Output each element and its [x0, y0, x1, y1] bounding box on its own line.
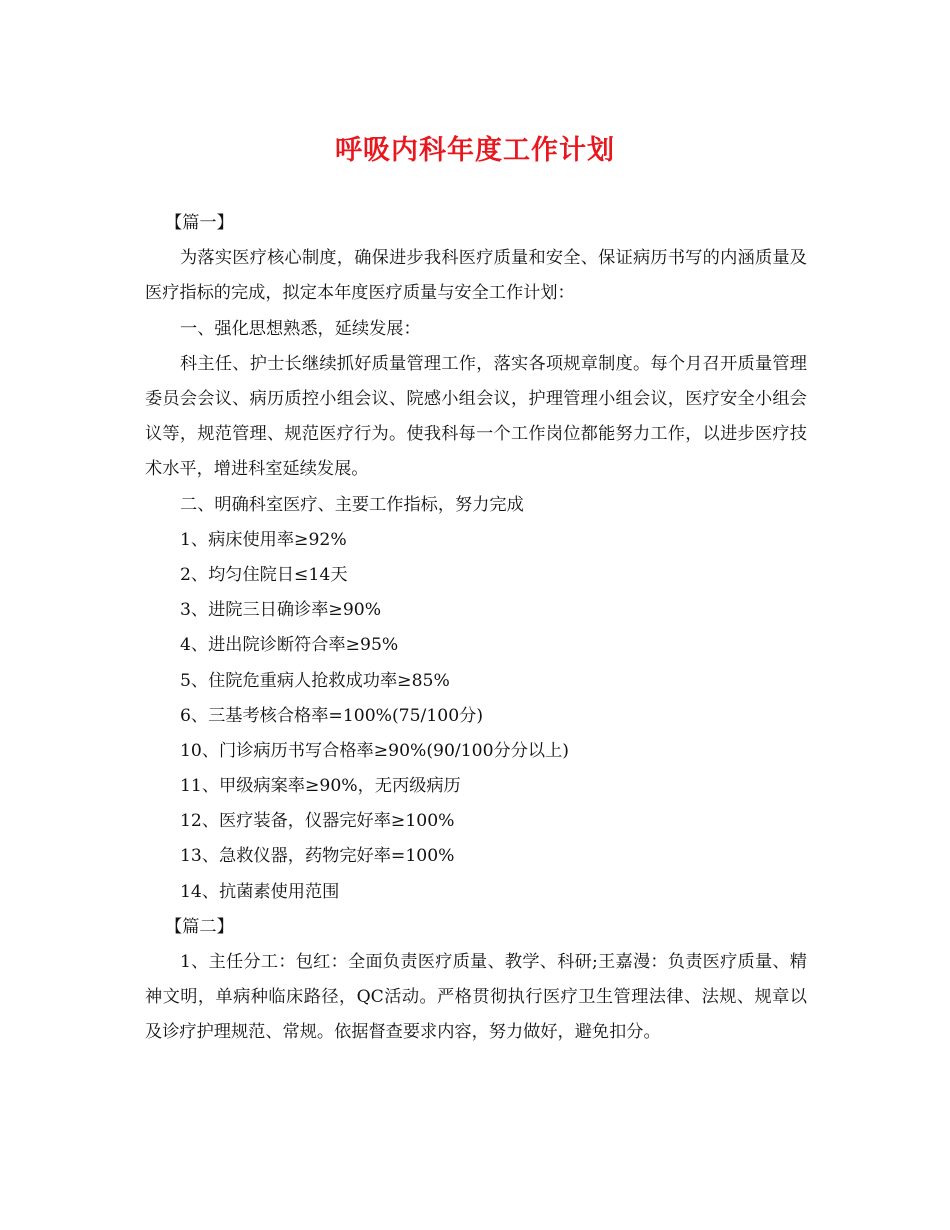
indicator-item: 12、医疗装备，仪器完好率≥100%	[180, 811, 455, 832]
indicator-item: 5、住院危重病人抢救成功率≥85%	[180, 670, 450, 691]
indicator-item: 3、进院三日确诊率≥90%	[180, 600, 382, 621]
document-body	[145, 206, 807, 1051]
section-heading-2: 【篇二】	[165, 916, 234, 937]
point-1-heading: 一、强化思想熟悉，延续发展：	[180, 318, 421, 339]
indicator-item: 6、三基考核合格率=100%(75/100分)	[180, 705, 484, 726]
intro-paragraph: 为落实医疗核心制度，确保进步我科医疗质量和安全、保证病历书写的内涵质量及医疗指标的完成，拟定本年度医疗质量与安全工作计划：	[145, 248, 807, 304]
indicator-item: 14、抗菌素使用范围	[180, 881, 340, 902]
indicator-item: 11、甲级病案率≥90%，无丙级病历	[180, 776, 461, 797]
point-1-paragraph: 科主任、护士长继续抓好质量管理工作，落实各项规章制度。每个月召开质量管理委员会会议、病历质控小组会议、院感小组会议，护理管理小组会议，医疗安全小组会议等，规范管理、规范医疗行为。使我科每一个工作岗位都能努力工作，以进步医疗技术水平，增进科室延续发展。	[145, 353, 807, 480]
document-title: 呼吸内科年度工作计划	[335, 135, 615, 166]
indicator-item: 13、急救仪器，药物完好率=100%	[180, 846, 455, 867]
indicator-item: 10、门诊病历书写合格率≥90%(90/100分分以上)	[180, 740, 569, 761]
indicator-item: 1、病床使用率≥92%	[180, 529, 347, 550]
indicator-item: 4、进出院诊断符合率≥95%	[180, 635, 399, 656]
section-heading-1: 【篇一】	[165, 213, 234, 233]
point-2-heading: 二、明确科室医疗、主要工作指标，努力完成	[180, 494, 524, 515]
section-2-paragraph: 1、主任分工：包红：全面负责医疗质量、教学、科研;王嘉漫：负责医疗质量、精神文明，单病种临床路径，QC活动。严格贯彻执行医疗卫生管理法律、法规、规章以及诊疗护理规范、常规。依据督查要求内容，努力做好，避免扣分。	[145, 952, 807, 1043]
indicator-item: 2、均匀住院日≤14天	[180, 564, 348, 585]
